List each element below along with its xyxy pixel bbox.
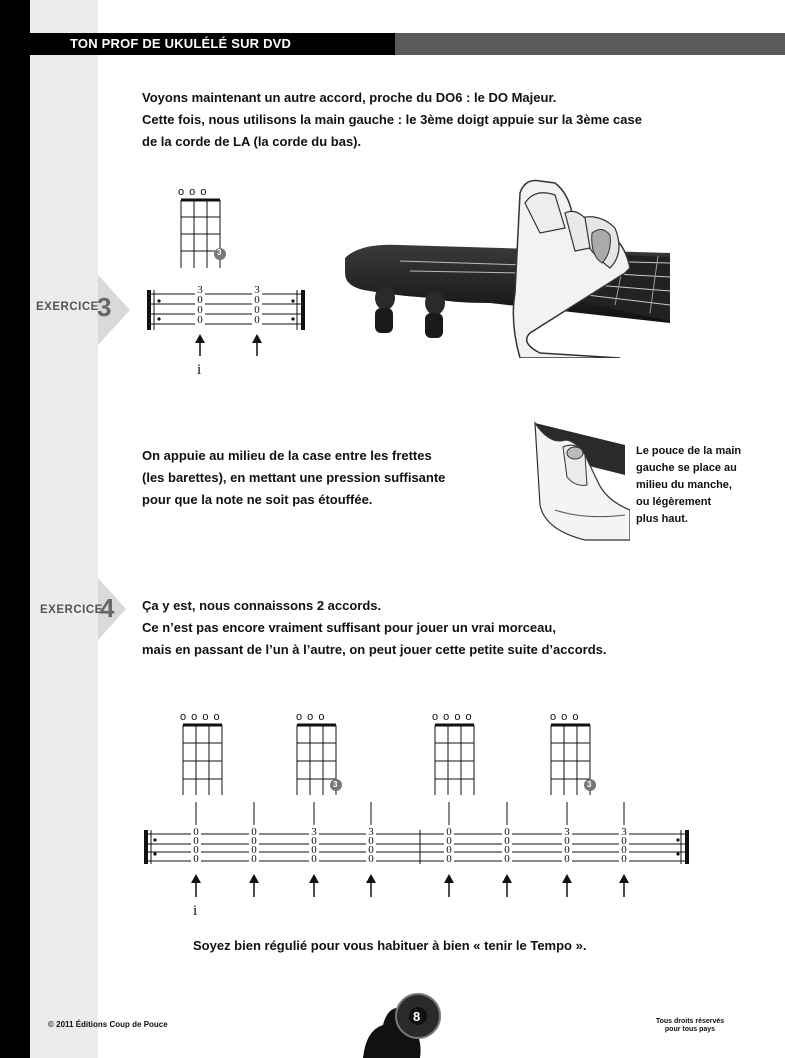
left-grey-strip [30,0,98,1058]
thumb-position-photo [525,415,630,545]
tab-note: 0 [251,835,257,847]
tab-note: 0 [504,844,510,856]
footer-copyright: © 2011 Éditions Coup de Pouce [48,1020,168,1029]
chord-diagram-do6 [180,711,242,801]
header-grey-band [395,33,785,55]
tab-column [191,828,201,864]
caption-line: plus haut. [636,513,688,525]
header-title: TON PROF DE UKULÉLÉ SUR DVD [70,36,292,51]
tab-note: 0 [197,304,203,316]
stroke-finger-label: i [193,903,198,919]
fretboard-grid [176,198,236,270]
tab-note: 0 [193,853,199,865]
tab-note: 0 [621,853,627,865]
tab-column [619,828,629,864]
tab-note: 0 [254,314,260,326]
strum-marks [196,802,624,825]
tab-note: 0 [446,844,452,856]
pressure-line: pour que la note ne soit pas étouffée. [142,492,373,507]
finger-number: 3 [587,780,592,789]
chord-diagram-do-majeur [548,711,610,801]
tab-note: 0 [564,835,570,847]
tab-column [366,828,376,864]
tab-note: 0 [504,853,510,865]
tab-note: 0 [368,844,374,856]
open-string-markers: o o o [296,711,326,723]
tab-note: 0 [193,826,199,838]
exercise-number: 3 [97,292,112,322]
caption-line: gauche se place au [636,462,737,474]
pressure-line: (les barettes), en mettant une pression suffisante [142,470,446,485]
exercise-3-badge [0,275,130,345]
strum-arrows [191,874,629,897]
tab-note: 0 [254,304,260,316]
tab-note: 0 [368,853,374,865]
thumb-caption [636,443,741,528]
tab-note: 0 [368,835,374,847]
tab-note: 3 [254,284,260,296]
intro-line: Voyons maintenant un autre accord, proche du DO6 : le DO Majeur. [142,90,557,105]
exercise-4-text [142,595,607,661]
exercise-4-line: mais en passant de l’un à l’autre, on peut jouer cette petite suite d’accords. [142,642,607,657]
tab-note: 0 [621,835,627,847]
rights-line: pour tous pays [664,1026,716,1033]
open-string-markers: o o o o [432,711,473,723]
tab-column [502,828,512,864]
caption-line: Le pouce de la main [636,445,742,457]
page-number-logo [358,990,443,1058]
tab-staff-exercise-4 [140,800,695,900]
exercise-label: EXERCICE [40,604,103,616]
tab-column [249,828,259,864]
fretboard-grid [294,723,356,797]
tab-note: 0 [311,835,317,847]
tab-note: 0 [311,844,317,856]
chord-diagram-do-majeur [176,186,236,276]
fretboard-grid [180,723,242,797]
tab-column [562,828,572,864]
fretboard-grid [548,723,610,797]
tab-note: 0 [621,844,627,856]
left-black-bar [0,0,30,1058]
tab-note: 0 [504,835,510,847]
tab-note: 0 [251,844,257,856]
tab-note: 0 [197,294,203,306]
tab-staff-exercise-3 [145,286,310,386]
footer-rights [645,1018,735,1034]
exercise-4-line: Ça y est, nous connaissons 2 accords. [142,598,382,613]
tab-note: 3 [564,826,570,838]
intro-line: Cette fois, nous utilisons la main gauche : le 3ème doigt appuie sur la 3ème case [142,112,642,127]
page-number: 8 [413,1009,421,1024]
rights-line: Tous droits réservés [655,1018,725,1025]
intro-line: de la corde de LA (la corde du bas). [142,134,362,149]
tab-note: 0 [193,844,199,856]
tab-note: 0 [251,826,257,838]
exercise-4-line: Ce n’est pas encore vraiment suffisant pour jouer un vrai morceau, [142,620,556,635]
tab-note: 0 [254,294,260,306]
tab-note: 0 [446,826,452,838]
tab-column [444,828,454,864]
exercise-label: EXERCICE [36,301,99,313]
open-string-markers: o o o [178,186,208,198]
tab-note: 0 [446,835,452,847]
tab-note: 0 [197,314,203,326]
ukulele-hand-photo [340,173,675,358]
stroke-finger-label: i [197,362,202,378]
caption-line: ou légèrement [636,496,712,508]
tab-note: 0 [311,853,317,865]
tab-note: 3 [197,284,203,296]
fretboard-grid [432,723,494,797]
pressure-text [142,445,445,511]
tab-note: 3 [368,826,374,838]
tab-note: 0 [193,835,199,847]
tab-column [252,285,262,325]
exercise-4-badge [0,578,130,640]
pressure-line: On appuie au milieu de la case entre les frettes [142,448,432,463]
exercise-number: 4 [100,593,115,623]
chord-diagram-do-majeur [294,711,356,801]
strum-down-arrow [247,334,267,356]
intro-text [142,87,642,153]
caption-line: milieu du manche, [636,479,732,491]
tab-note: 0 [446,853,452,865]
tab-note: 0 [564,853,570,865]
chord-diagram-do6 [432,711,494,801]
tab-note: 3 [311,826,317,838]
tab-column [309,828,319,864]
tab-note: 0 [564,844,570,856]
tempo-tip: Soyez bien régulié pour vous habituer à bien « tenir le Tempo ». [193,938,587,953]
tab-note: 3 [621,826,627,838]
tab-note: 0 [504,826,510,838]
tab-column [195,285,205,325]
strum-down-arrow [190,334,210,356]
finger-number: 3 [217,248,222,257]
open-string-markers: o o o [550,711,580,723]
finger-number: 3 [333,780,338,789]
tab-note: 0 [251,853,257,865]
open-string-markers: o o o o [180,711,221,723]
tab-staff-lines [145,286,310,336]
